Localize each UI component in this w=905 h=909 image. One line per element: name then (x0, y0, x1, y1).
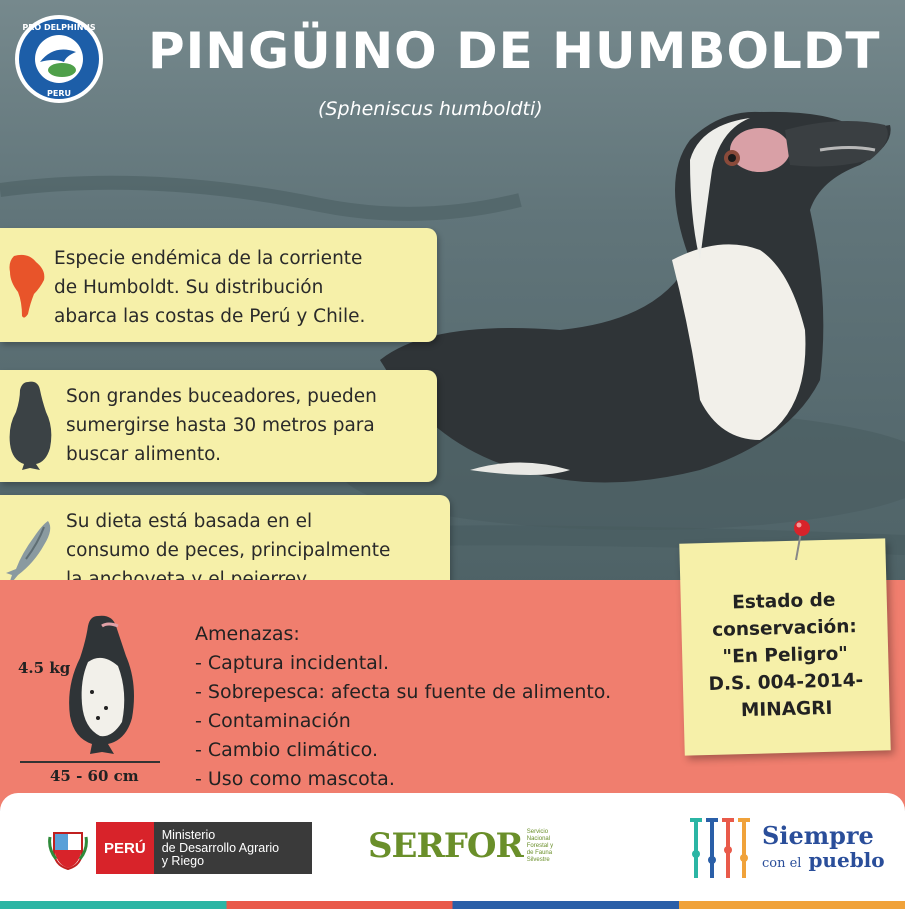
threat-item: - Sobrepesca: afecta su fuente de alimento. (195, 681, 612, 703)
south-america-map-icon (6, 252, 48, 322)
status-line: conservación: (711, 615, 858, 641)
threat-item: - Contaminación (195, 710, 351, 732)
con-el-text: con el (762, 856, 802, 871)
threats-title: Amenazas: (195, 623, 300, 645)
serfor-sub-line: Silvestre (526, 856, 550, 863)
fact-line: Son grandes buceadores, pueden (66, 386, 377, 407)
logo-text-bottom: PERU (47, 89, 71, 98)
serfor-sub-line: de Fauna (526, 849, 553, 856)
serfor-logo (368, 826, 561, 866)
figures-icon (688, 814, 752, 884)
fish-icon (4, 517, 56, 589)
status-line: D.S. 004-2014- (708, 669, 864, 695)
fact-line: de Humboldt. Su distribución (54, 277, 324, 298)
status-line: MINAGRI (740, 697, 833, 721)
threats-list (195, 620, 611, 794)
weight-label: 4.5 kg (18, 659, 71, 677)
penguin-silhouette-icon (6, 378, 56, 472)
fact-line: abarca las costas de Perú y Chile. (54, 306, 366, 327)
peru-coat-of-arms-icon (48, 825, 88, 871)
threat-item: - Uso como mascota. (195, 768, 395, 790)
fact-line: sumergirse hasta 30 metros para (66, 415, 375, 436)
fact-line: Su dieta está basada en el (66, 511, 313, 532)
siempre-con-el-pueblo-logo (688, 814, 885, 884)
serfor-sub-line: Nacional (526, 835, 551, 842)
serfor-name: SERFOR (368, 826, 523, 866)
logo-text-top: PRO DELPHINUS (22, 23, 96, 32)
status-line: "En Peligro" (722, 642, 849, 668)
pueblo-text: pueblo (808, 848, 885, 872)
ministry-line: Ministerio (161, 827, 216, 842)
ministry-logo (48, 822, 312, 874)
threat-item: - Cambio climático. (195, 739, 378, 761)
serfor-sub-line: Servicio (526, 828, 549, 835)
penguin-size-illustration (62, 612, 140, 756)
siempre-line: Siempre (762, 821, 874, 850)
size-line (20, 761, 160, 763)
fact-line: Especie endémica de la corriente (54, 248, 363, 269)
fact-line: buscar alimento. (66, 444, 221, 465)
conservation-status-card (679, 538, 890, 755)
con-el-pueblo-line (762, 849, 885, 875)
footer-color-bar (0, 901, 905, 909)
serfor-subtitle (527, 829, 561, 864)
peru-label: PERÚ (96, 822, 154, 874)
ministry-line: y Riego (161, 853, 205, 868)
status-line: Estado de (731, 589, 836, 613)
ministry-line: de Desarrollo Agrario (161, 840, 280, 855)
fact-card-distribution (0, 228, 437, 342)
pro-delphinus-logo (14, 14, 104, 104)
pushpin-icon (788, 518, 814, 564)
size-label: 45 - 60 cm (50, 767, 139, 785)
fact-card-diving (0, 370, 437, 482)
threat-item: - Captura incidental. (195, 652, 390, 674)
scientific-name: (Spheniscus humboldti) (318, 98, 543, 120)
fact-line: consumo de peces, principalmente (66, 540, 391, 561)
serfor-sub-line: Forestal y (526, 842, 554, 849)
page-title: PINGÜINO DE HUMBOLDT (148, 22, 881, 80)
siempre-text (762, 823, 885, 875)
ministry-name (154, 822, 312, 874)
